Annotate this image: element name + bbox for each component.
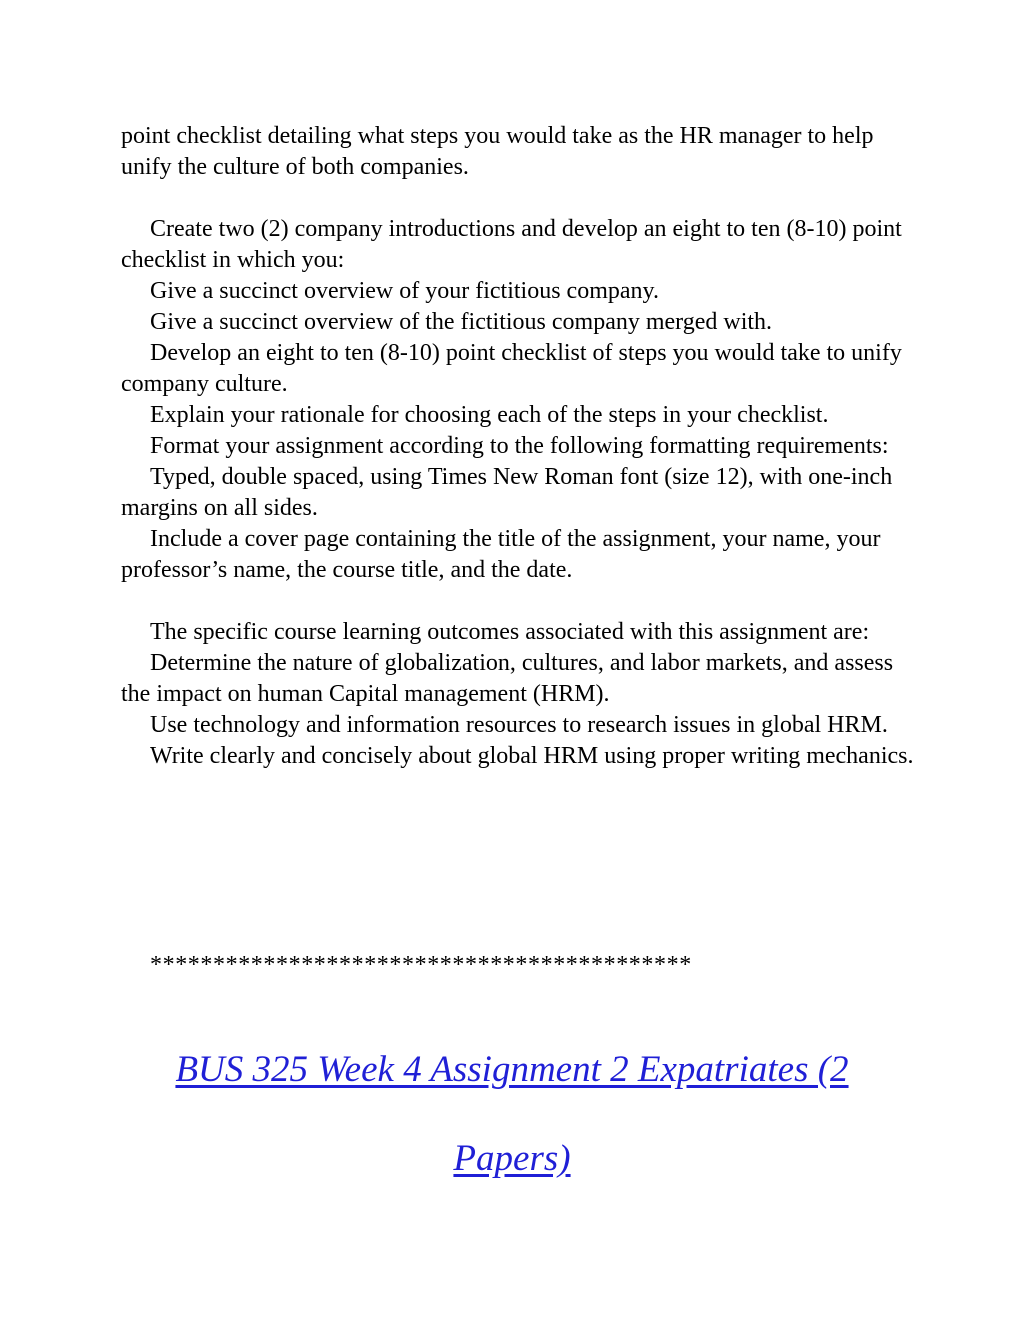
- paragraph-learning-outcomes: The specific course learning outcomes associated with this assignment are:: [150, 619, 870, 645]
- paragraph-technology: Use technology and information resources to research issues in global HRM.: [150, 712, 888, 738]
- paragraph-write-clearly: Write clearly and concisely about global HRM using proper writing mechanics.: [150, 743, 914, 769]
- paragraph-gap: [121, 183, 921, 214]
- assignment-title-link[interactable]: BUS 325 Week 4 Assignment 2 Expatriates (2: [175, 1049, 849, 1090]
- assignment-link-line-1: [0, 1047, 1024, 1093]
- paragraph-explain-rationale: Explain your rationale for choosing each of the steps in your checklist.: [150, 402, 829, 428]
- paragraph-intro: point checklist detailing what steps you would take as the HR manager to help unify the culture of both companies.: [121, 123, 880, 180]
- paragraph-typed-spacing: Typed, double spaced, using Times New Roman font (size 12), with one-inch margins on all sides.: [121, 464, 899, 521]
- paragraph-globalization: Determine the nature of globalization, cultures, and labor markets, and assess the impact on human Capital management (HRM).: [121, 650, 900, 707]
- paragraph-cover-page: Include a cover page containing the title of the assignment, your name, your professor’s name, the course title, and the date.: [121, 526, 887, 583]
- document-body: [121, 121, 921, 772]
- assignment-link-line-2: [0, 1136, 1024, 1182]
- paragraph-develop-checklist: Develop an eight to ten (8-10) point checklist of steps you would take to unify company culture.: [121, 340, 908, 397]
- paragraph-overview-merged: Give a succinct overview of the fictitious company merged with.: [150, 309, 773, 335]
- paragraph-overview-own: Give a succinct overview of your fictitious company.: [150, 278, 659, 304]
- paragraph-create-intros: Create two (2) company introductions and develop an eight to ten (8-10) point checklist in which you:: [121, 216, 908, 273]
- separator-line: *******************************************: [150, 952, 692, 978]
- paragraph-gap: [121, 586, 921, 617]
- assignment-title-link-continued[interactable]: Papers): [453, 1138, 571, 1179]
- paragraph-format-requirements: Format your assignment according to the following formatting requirements:: [150, 433, 889, 459]
